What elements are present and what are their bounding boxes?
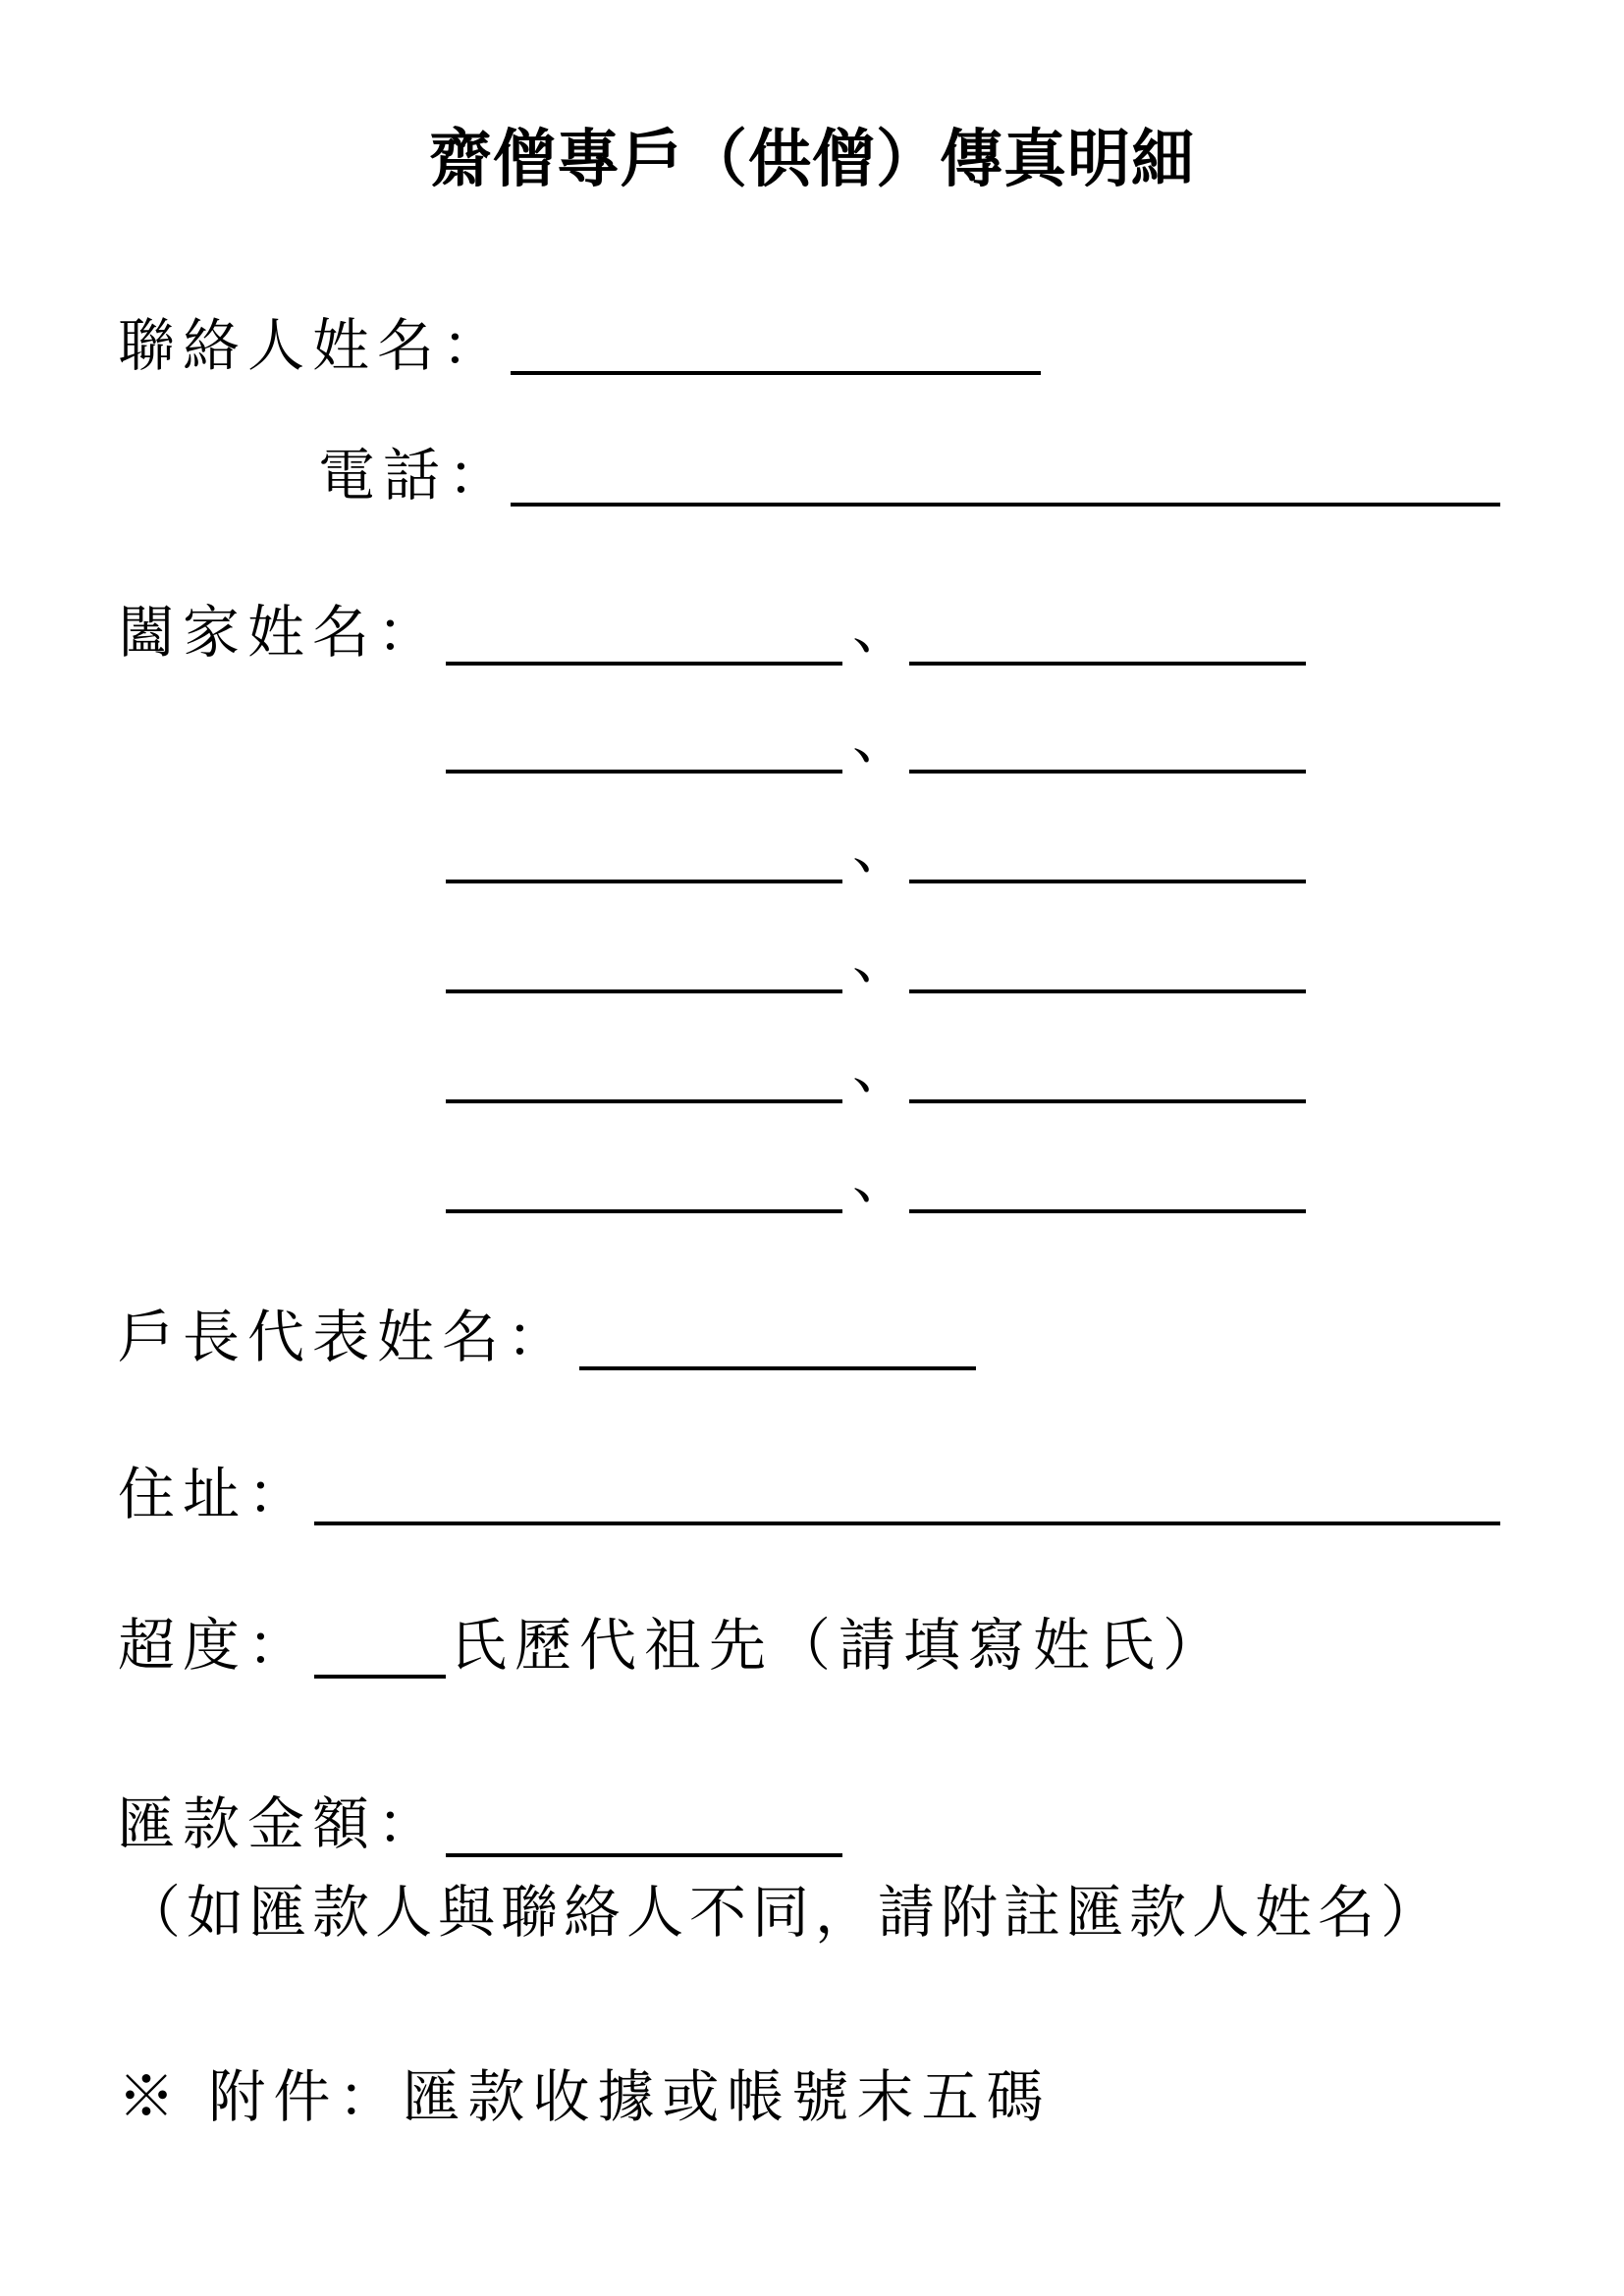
family-name-field[interactable] — [909, 880, 1306, 883]
phone-label: 電話： — [318, 442, 514, 508]
name-separator: 、 — [852, 925, 910, 991]
amount-label: 匯款金額： — [118, 1790, 443, 1857]
head-of-household-label: 戶長代表姓名： — [118, 1304, 572, 1370]
head-of-household-field[interactable] — [579, 1366, 976, 1370]
address-label: 住址： — [118, 1461, 313, 1527]
contact-name-field[interactable] — [511, 371, 1041, 375]
family-name-field[interactable] — [446, 1099, 842, 1103]
name-separator: 、 — [852, 595, 910, 662]
family-name-field[interactable] — [909, 1209, 1306, 1213]
family-name-field[interactable] — [909, 989, 1306, 993]
family-name-field[interactable] — [909, 662, 1306, 666]
page-title: 齋僧專戶（供僧）傳真明細 — [429, 124, 1195, 196]
family-name-field[interactable] — [909, 1099, 1306, 1103]
family-name-field[interactable] — [909, 770, 1306, 774]
phone-field[interactable] — [511, 503, 1500, 507]
family-name-field[interactable] — [446, 989, 842, 993]
deliverance-suffix: 氏歷代祖先（請填寫姓氏） — [450, 1612, 1228, 1679]
name-separator: 、 — [852, 1035, 910, 1101]
family-names-label: 闔家姓名： — [118, 599, 443, 666]
name-separator: 、 — [852, 705, 910, 772]
family-name-field[interactable] — [446, 880, 842, 883]
surname-field[interactable] — [314, 1675, 446, 1679]
amount-note: （如匯款人與聯絡人不同，請附註匯款人姓名） — [124, 1879, 1444, 1946]
deliverance-label: 超度： — [118, 1612, 313, 1679]
name-separator: 、 — [852, 815, 910, 881]
family-name-field[interactable] — [446, 662, 842, 666]
family-name-field[interactable] — [446, 1209, 842, 1213]
name-separator: 、 — [852, 1145, 910, 1211]
family-name-field[interactable] — [446, 770, 842, 774]
contact-name-label: 聯絡人姓名： — [118, 312, 508, 379]
address-field[interactable] — [314, 1522, 1500, 1525]
attachment-note: ※ 附件：匯款收據或帳號末五碼 — [118, 2063, 1052, 2130]
amount-field[interactable] — [446, 1853, 842, 1857]
